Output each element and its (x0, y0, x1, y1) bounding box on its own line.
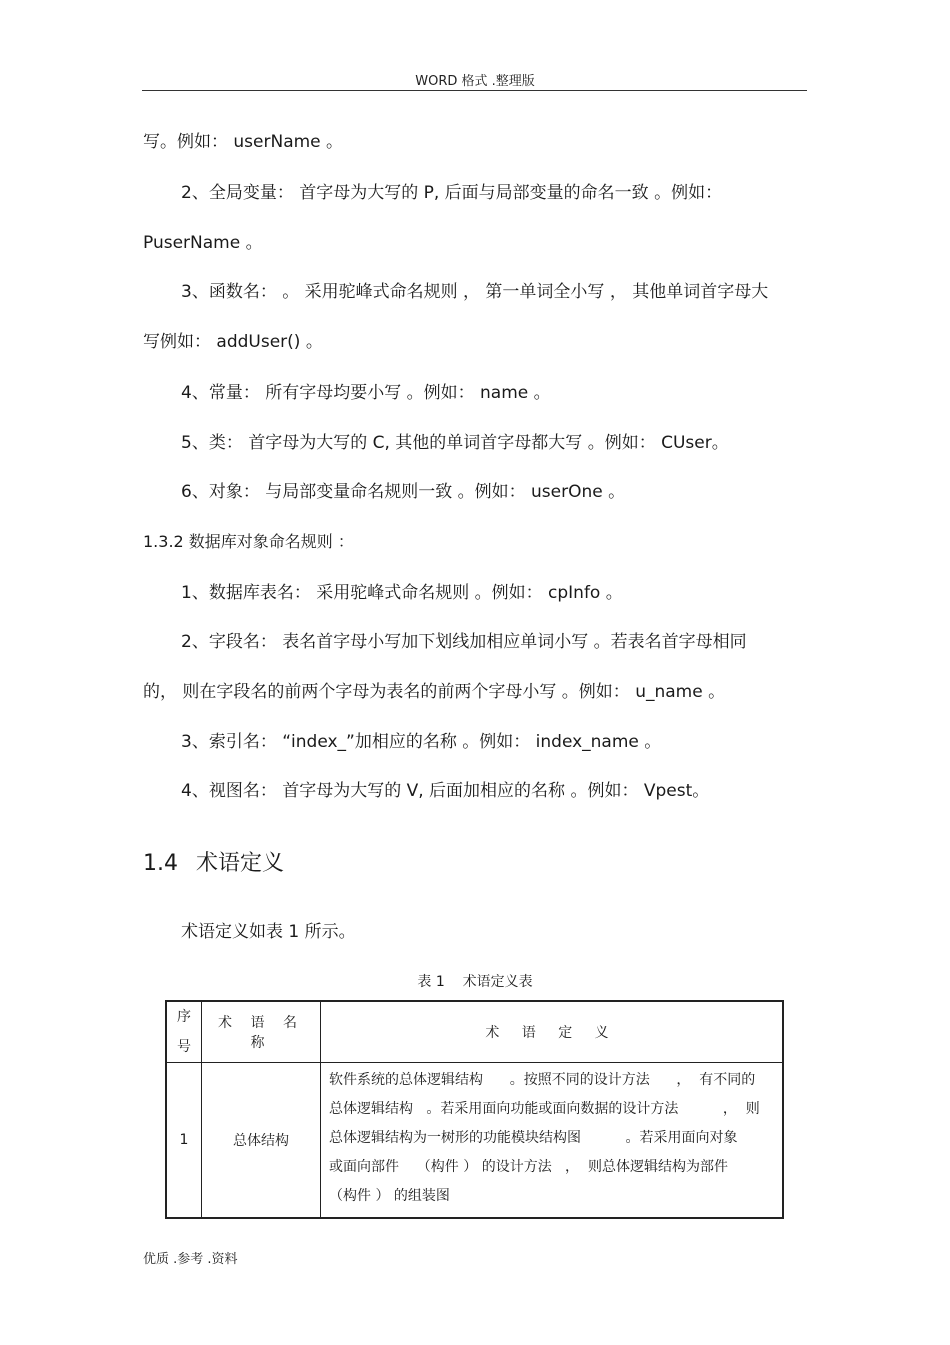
section-heading (143, 850, 284, 878)
definition-line: （构件 ） 的组装图 (329, 1188, 450, 1204)
definition-line: 总体逻辑结构为一树形的功能模块结构图 。若采用面向对象 (329, 1130, 738, 1146)
paragraph-line: 5、类： 首字母为大写的 C, 其他的单词首字母都大写 。例如： CUser。 (181, 433, 729, 453)
paragraph-line: 的， 则在字段名的前两个字母为表名的前两个字母小写 。例如： u_name 。 (143, 682, 726, 702)
definition-line: 或面向部件 （构件 ） 的设计方法 ， 则总体逻辑结构为部件 (329, 1159, 728, 1175)
definition-line: 总体逻辑结构 。若采用面向功能或面向数据的设计方法 ， 则 (329, 1101, 760, 1117)
header-term-definition: 术 语 定 义 (321, 1001, 784, 1063)
paragraph-line: 4、常量： 所有字母均要小写 。例如： name 。 (181, 383, 551, 403)
paragraph-line: 4、视图名： 首字母为大写的 V, 后面加相应的名称 。例如： Vpest。 (181, 781, 710, 801)
paragraph-line: 6、对象： 与局部变量命名规则一致 。例如： userOne 。 (181, 482, 626, 502)
paragraph-line: 写例如： addUser() 。 (143, 332, 323, 352)
subsection-title: 1.3.2 数据库对象命名规则 ： (143, 532, 354, 551)
paragraph-line: 3、函数名： 。 采用驼峰式命名规则 ， 第一单词全小写 ， 其他单词首字母大 (181, 282, 769, 302)
paragraph-line: 写。例如： userName 。 (143, 132, 344, 152)
page-footer: 优质 .参考 .资料 (143, 1252, 238, 1267)
header-term-name: 术 语 名 称 (202, 1001, 321, 1063)
definition-line: 软件系统的总体逻辑结构 。按照不同的设计方法 ， 有不同的 (329, 1072, 756, 1088)
table-intro: 术语定义如表 1 所示。 (181, 922, 356, 942)
paragraph-line: PuserName 。 (143, 233, 263, 253)
terms-table (165, 1000, 784, 1219)
section-title: 术语定义 (196, 851, 285, 876)
header-index: 序号 (166, 1001, 202, 1063)
header-rule (142, 90, 807, 91)
paragraph-line: 1、数据库表名： 采用驼峰式命名规则 。例如： cpInfo 。 (181, 583, 623, 603)
cell-index: 1 (166, 1063, 202, 1219)
page-header: WORD 格式 .整理版 (415, 74, 535, 89)
cell-term-definition (321, 1063, 784, 1219)
table-row (166, 1063, 783, 1219)
paragraph-line: 3、索引名： “index_”加相应的名称 。例如： index_name 。 (181, 732, 662, 752)
paragraph-line: 2、全局变量： 首字母为大写的 P, 后面与局部变量的命名一致 。例如： (181, 183, 723, 203)
section-number: 1.4 (143, 851, 178, 876)
cell-term-name: 总体结构 (202, 1063, 321, 1219)
table-header-row (166, 1001, 783, 1063)
table-caption: 表 1 术语定义表 (417, 974, 533, 990)
paragraph-line: 2、字段名： 表名首字母小写加下划线加相应单词小写 。若表名首字母相同 (181, 632, 747, 652)
